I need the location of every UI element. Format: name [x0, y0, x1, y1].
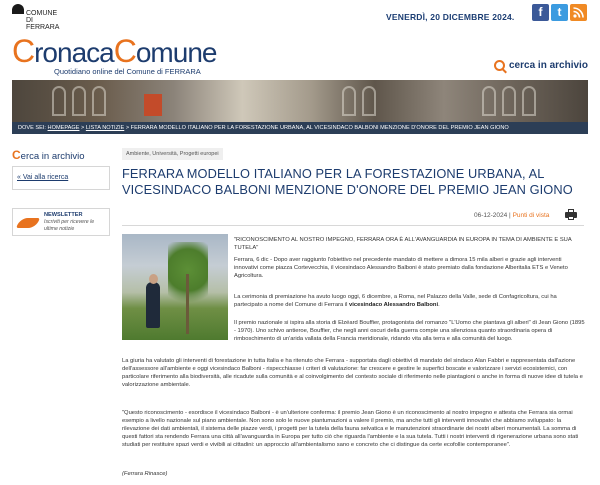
article-source: (Ferrara Rinasce) [122, 471, 168, 477]
site-masthead[interactable] [12, 33, 232, 76]
article-paragraph: La giuria ha valutato gli interventi di forestazione in tutta Italia e ha ritenuto che Ferrara - supportata dagli obiettivi di mandato del sindaco Alan Fabbri e rappresentata dall'azione dell'assessore all'ambiente e oggi vicesindaco Balboni - rispecchiasse i criteri di valutazione: far crescere e gestire le superfici boscate e valorizzare i servizi ecosistemici, con particolare riferimento alla biodiversità, alle ricadute sulla comunità e al coinvolgimento del contesto sociale di riferimento nelle piantagioni o anche in forma di nuove idee di tutela e valorizzazione ambientale. [122, 358, 583, 389]
twitter-icon[interactable]: t [551, 4, 568, 21]
sidebar-search-box [12, 166, 110, 190]
crest-icon [12, 4, 24, 14]
article-paragraph: Il premio nazionale si ispira alla storia di Elzéard Bouffier, protagonista del romanzo "L'Uomo che piantava gli alberi" di Jean Giono (1895 - 1970). Uno schivo antieroe, Bouffier, che negli anni oscuri della guerra compie una silenziosa quanto straordinaria opera di rimboschimento di un'arida vallata della Francia meridionale, ridando vita alla terra e alla comunità del luogo. [234, 320, 585, 343]
current-date: VENERDÌ, 20 DICEMBRE 2024. [386, 12, 515, 22]
sidebar-search-title: Cerca in archivio [12, 148, 85, 162]
tagline: Quotidiano online del Comune di FERRARA [54, 67, 201, 76]
punti-di-vista-link[interactable]: Punti di vista [512, 212, 550, 219]
archive-search-link[interactable] [494, 58, 588, 72]
breadcrumb-prefix: DOVE SEI: [18, 125, 46, 131]
article-paragraph: La cerimonia di premiazione ha avuto luogo oggi, 6 dicembre, a Roma, nel Palazzo della Valle, sede di Confagricoltura, cui ha partecipato a nome del Comune di Ferrara il vicesindaco Alessandro Balboni. [234, 294, 557, 309]
bold-name: vicesindaco Alessandro Balboni [349, 302, 439, 309]
newsletter-icon [16, 218, 40, 228]
comune-logo[interactable] [12, 4, 60, 31]
archive-search-label: cerca in archivio [509, 59, 588, 71]
brand-logo [12, 33, 232, 69]
breadcrumb-list[interactable]: LISTA NOTIZIE [85, 125, 125, 131]
breadcrumb-current: FERRARA MODELLO ITALIANO PER LA FORESTAZIONE URBANA, AL VICESINDACO BALBONI MENZIONE D'ONORE DEL PREMIO JEAN GIONO [130, 125, 509, 131]
article-subtitle: "RICONOSCIMENTO AL NOSTRO IMPEGNO, FERRARA ORA È ALL'AVANGUARDIA IN EUROPA IN TEMA DI AMBIENTE E SUA TUTELA" [234, 237, 572, 252]
article-tags[interactable]: Ambiente, Università, Progetti europei [122, 148, 223, 160]
newsletter-desc: Iscriviti per ricevere le ultime notizie [44, 219, 95, 232]
top-bar [0, 0, 600, 30]
search-icon [494, 60, 505, 71]
breadcrumb-home[interactable]: HOMEPAGE [47, 125, 80, 131]
article-paragraph: "Questo riconoscimento - esordisce il vicesindaco Balboni - è un'ulteriore conferma: il premio Jean Giono è un riconoscimento al nostro impegno e attesta che Ferrara sia ormai esempio a livello nazionale sul piano ambientale. Non sono solo le nuove piantumazioni a valere il premio, ma anche tutti gli interventi innovativi che abbiamo sviluppato: la rilevazione dei dati ambientali, il sistema delle piazze verdi, i progetti per la tutela della fauna selvatica e le manutenzioni straordinarie dei nostri alberi monumentali. La somma di questi fattori sta rendendo Ferrara una città all'avanguardia in Europa per tutto ciò che riguarda l'ambiente e la sua tutela. Tutti i nostri interventi di rigenerazione urbana sono stati studiati per restituire spazi verdi e vivibili ai cittadini: un approccio all'ambientalismo sano e concreto che ci distingue da certe ecofollie contemporanee". [122, 410, 579, 449]
logo-line2: FERRARA [26, 24, 60, 31]
newsletter-box[interactable] [12, 208, 110, 236]
facebook-icon[interactable]: f [532, 4, 549, 21]
rss-icon[interactable] [570, 4, 587, 21]
header-banner-photo [12, 80, 588, 122]
go-to-search-link[interactable]: « Vai alla ricerca [17, 174, 69, 181]
article-meta: 06-12-2024 | Punti di vista [474, 212, 550, 219]
divider [122, 225, 584, 226]
rss-glyph [570, 4, 587, 21]
breadcrumb: DOVE SEI: HOMEPAGE > LISTA NOTIZIE > FERRARA MODELLO ITALIANO PER LA FORESTAZIONE URBANA, AL VICESINDACO BALBONI MENZIONE D'ONORE DEL PREMIO JEAN GIONO [12, 122, 588, 134]
article-photo[interactable] [122, 234, 228, 340]
brand-part2: Comune [113, 33, 217, 69]
brand-part1: Cronaca [12, 33, 114, 69]
newsletter-title: NEWSLETTER [44, 212, 83, 218]
print-icon[interactable] [565, 209, 577, 220]
article-date: 06-12-2024 [474, 212, 508, 219]
article-title: FERRARA MODELLO ITALIANO PER LA FORESTAZIONE URBANA, AL VICESINDACO BALBONI MENZIONE D'ONORE DEL PREMIO JEAN GIONO [122, 166, 573, 197]
logo-line1: COMUNE DI [26, 10, 58, 24]
article-paragraph: Ferrara, 6 dic - Dopo aver raggiunto l'obiettivo nel precedente mandato di mettere a dimora 15 mila alberi e grazie agli interventi innovativi come piazza Cortevecchia, il vicesindaco Alessandro Balboni è stato premiato dalla fondazione Alberitalia ETS e Veneto Agricoltura. [234, 257, 568, 280]
